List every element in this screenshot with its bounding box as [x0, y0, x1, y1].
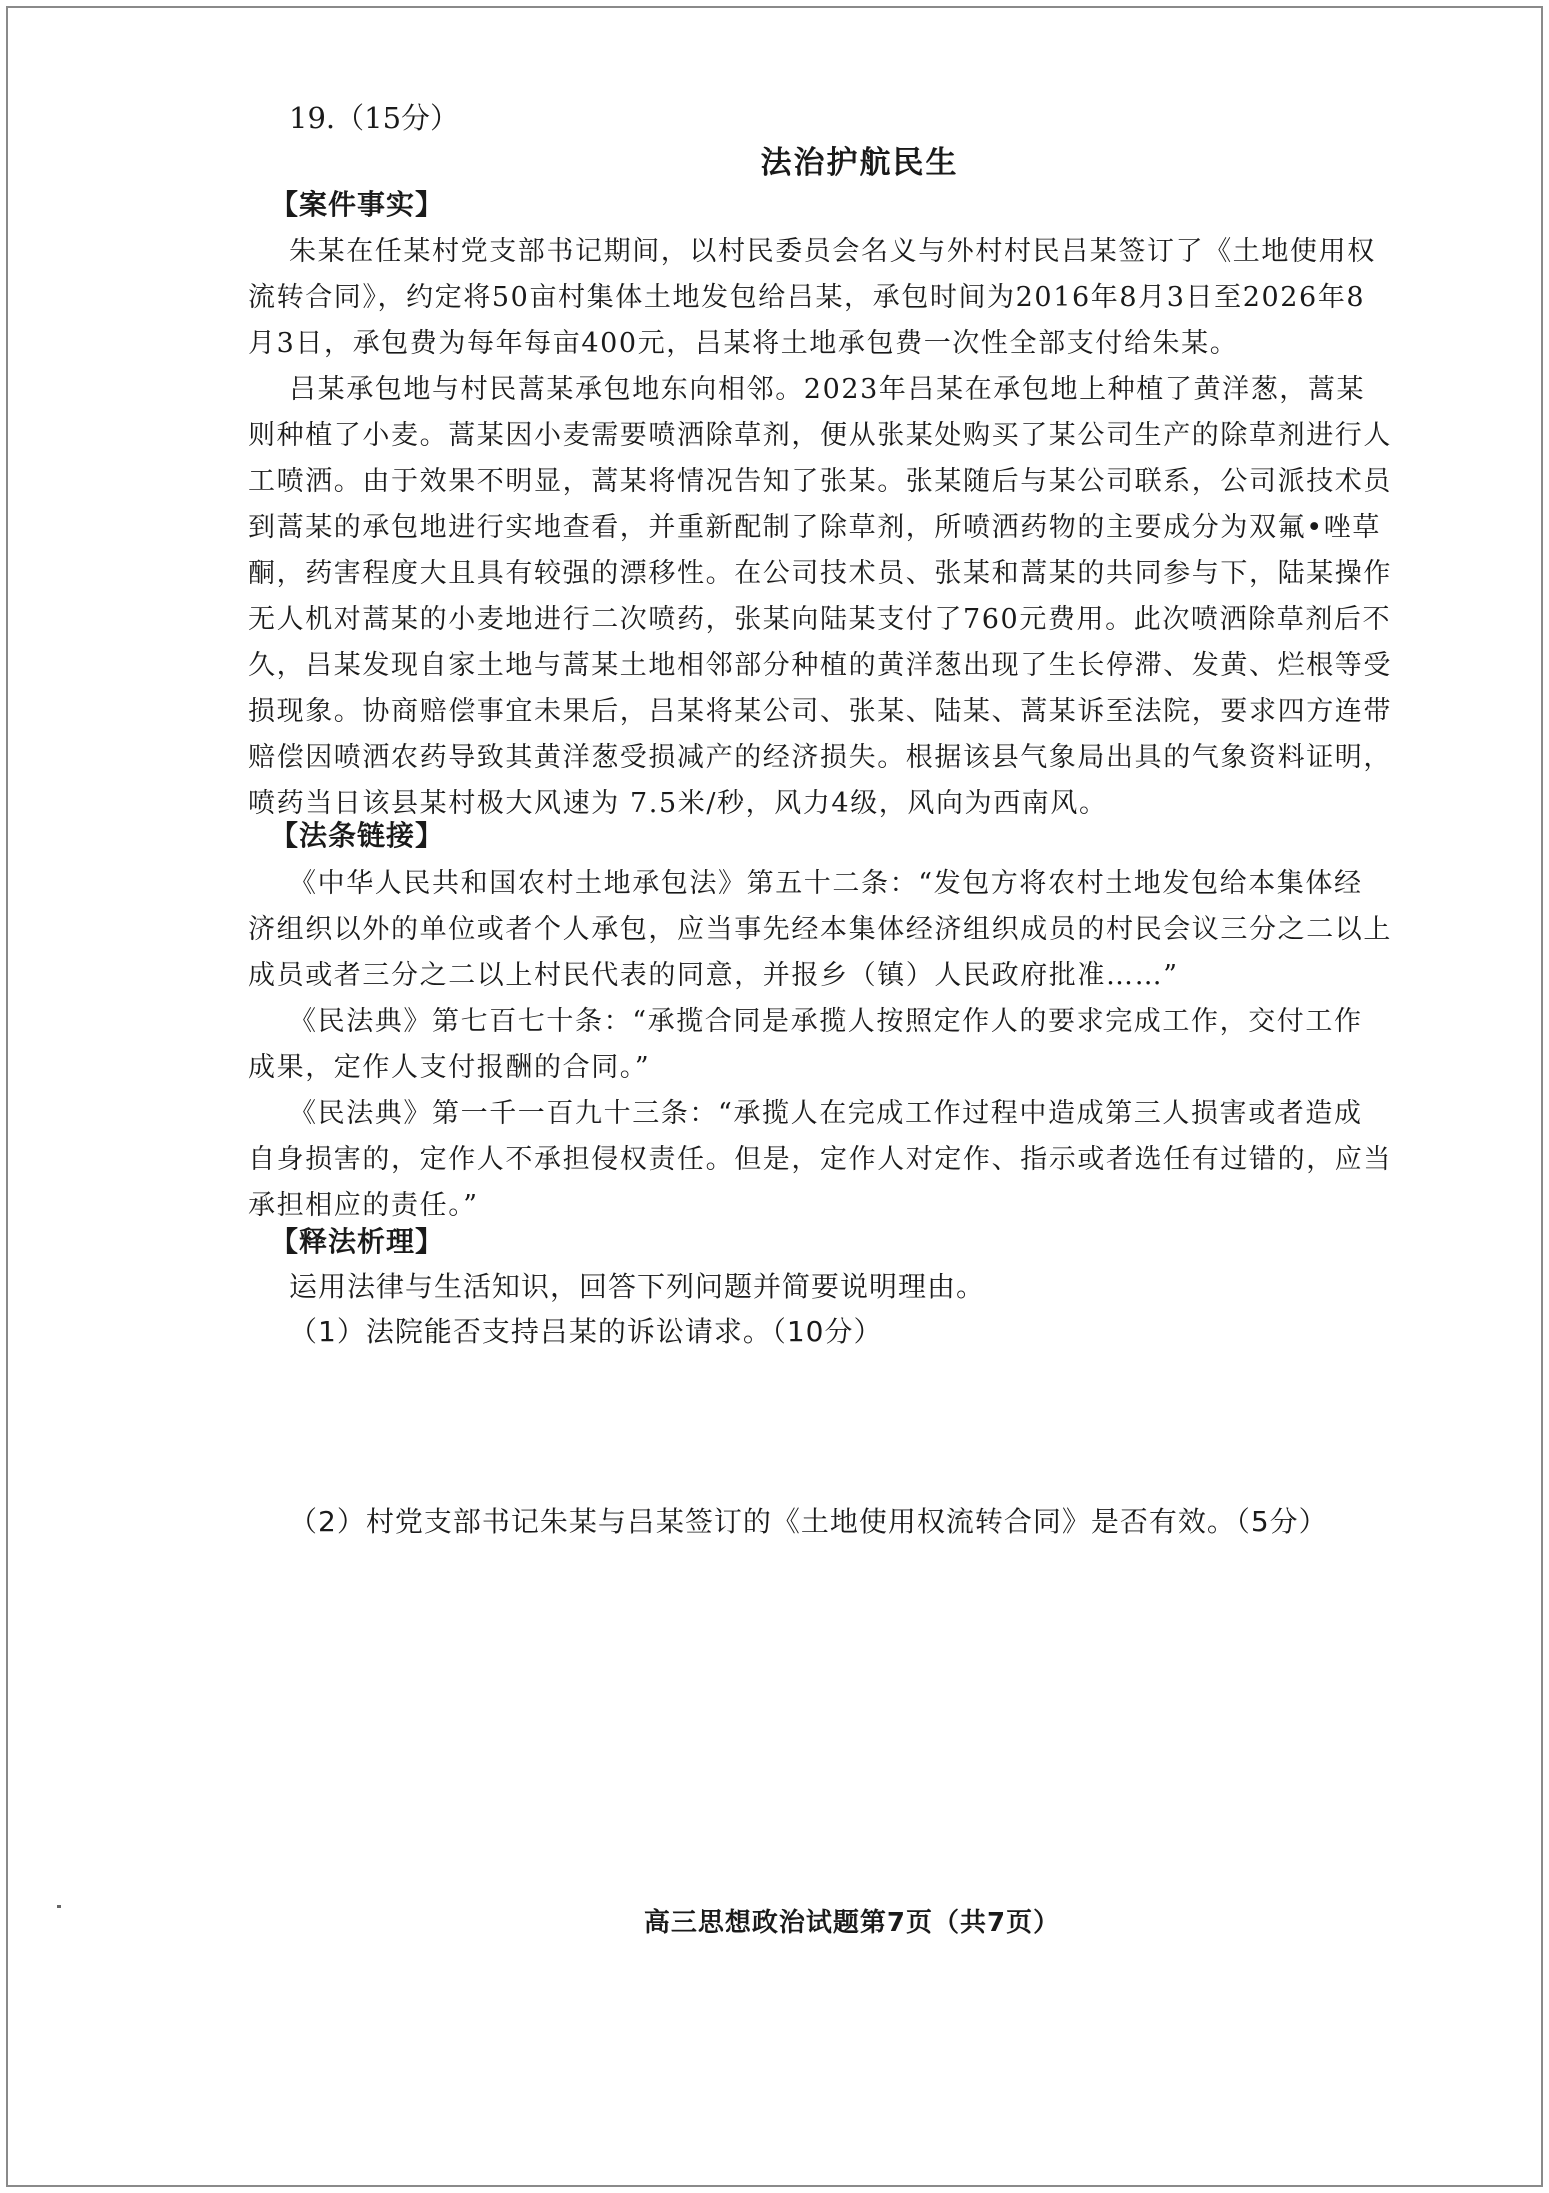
- case-facts-line: 流转合同》，约定将50亩村集体土地发包给吕某，承包时间为2016年8月3日至2026年8: [248, 282, 1366, 313]
- question-1: （1）法院能否支持吕某的诉讼请求。（10分）: [289, 1315, 883, 1348]
- answer-space-1[interactable]: [248, 1360, 1418, 1490]
- case-facts-heading: 【案件事实】: [270, 188, 445, 221]
- law-line: 《中华人民共和国农村土地承包法》第五十二条：“发包方将农村土地发包给本集体经: [289, 868, 1363, 899]
- analysis-heading: 【释法析理】: [270, 1225, 445, 1258]
- law-line: 《民法典》第七百七十条：“承揽合同是承揽人按照定作人的要求完成工作，交付工作: [289, 1006, 1363, 1037]
- law-line: 成员或者三分之二以上村民代表的同意，并报乡（镇）人民政府批准……”: [248, 960, 1179, 991]
- case-facts-line: 工喷洒。由于效果不明显，蒿某将情况告知了张某。张某随后与某公司联系，公司派技术员: [248, 466, 1392, 497]
- question-2: （2）村党支部书记朱某与吕某签订的《土地使用权流转合同》是否有效。（5分）: [289, 1505, 1328, 1538]
- analysis-instruction: 运用法律与生活知识，回答下列问题并简要说明理由。: [289, 1270, 986, 1303]
- law-line: 《民法典》第一千一百九十三条：“承揽人在完成工作过程中造成第三人损害或者造成: [289, 1098, 1363, 1129]
- law-line: 自身损害的，定作人不承担侵权责任。但是，定作人对定作、指示或者选任有过错的，应当: [248, 1144, 1392, 1175]
- law-links-heading: 【法条链接】: [270, 819, 445, 852]
- page-footer: 高三思想政治试题第7页（共7页）: [643, 1908, 1061, 1938]
- case-facts-line: 酮，药害程度大且具有较强的漂移性。在公司技术员、张某和蒿某的共同参与下，陆某操作: [248, 558, 1392, 589]
- case-facts-line: 损现象。协商赔偿事宜未果后，吕某将某公司、张某、陆某、蒿某诉至法院，要求四方连带: [248, 696, 1392, 727]
- case-title: 法治护航民生: [760, 145, 959, 181]
- case-facts-line: 喷药当日该县某村极大风速为 7.5米/秒，风力4级，风向为西南风。: [248, 788, 1108, 819]
- law-line: 成果，定作人支付报酬的合同。”: [248, 1052, 651, 1083]
- case-facts-line: 吕某承包地与村民蒿某承包地东向相邻。2023年吕某在承包地上种植了黄洋葱，蒿某: [289, 374, 1366, 405]
- case-facts-line: 赔偿因喷洒农药导致其黄洋葱受损减产的经济损失。根据该县气象局出具的气象资料证明，: [248, 742, 1392, 773]
- law-line: 济组织以外的单位或者个人承包，应当事先经本集体经济组织成员的村民会议三分之二以上: [248, 914, 1392, 945]
- case-facts-line: 则种植了小麦。蒿某因小麦需要喷洒除草剂，便从张某处购买了某公司生产的除草剂进行人: [248, 420, 1392, 451]
- case-facts-line: 朱某在任某村党支部书记期间，以村民委员会名义与外村村民吕某签订了《土地使用权: [289, 236, 1376, 267]
- question-number: 19.（15分）: [289, 101, 460, 135]
- case-facts-line: 久，吕某发现自家土地与蒿某土地相邻部分种植的黄洋葱出现了生长停滞、发黄、烂根等受: [248, 650, 1392, 681]
- law-line: 承担相应的责任。”: [248, 1190, 479, 1221]
- case-facts-line: 月3日，承包费为每年每亩400元，吕某将土地承包费一次性全部支付给朱某。: [248, 328, 1239, 359]
- case-facts-line: 无人机对蒿某的小麦地进行二次喷药，张某向陆某支付了760元费用。此次喷洒除草剂后不: [248, 604, 1392, 635]
- case-facts-line: 到蒿某的承包地进行实地查看，并重新配制了除草剂，所喷洒药物的主要成分为双氟•唑草: [248, 512, 1381, 543]
- answer-space-2[interactable]: [248, 1555, 1418, 1875]
